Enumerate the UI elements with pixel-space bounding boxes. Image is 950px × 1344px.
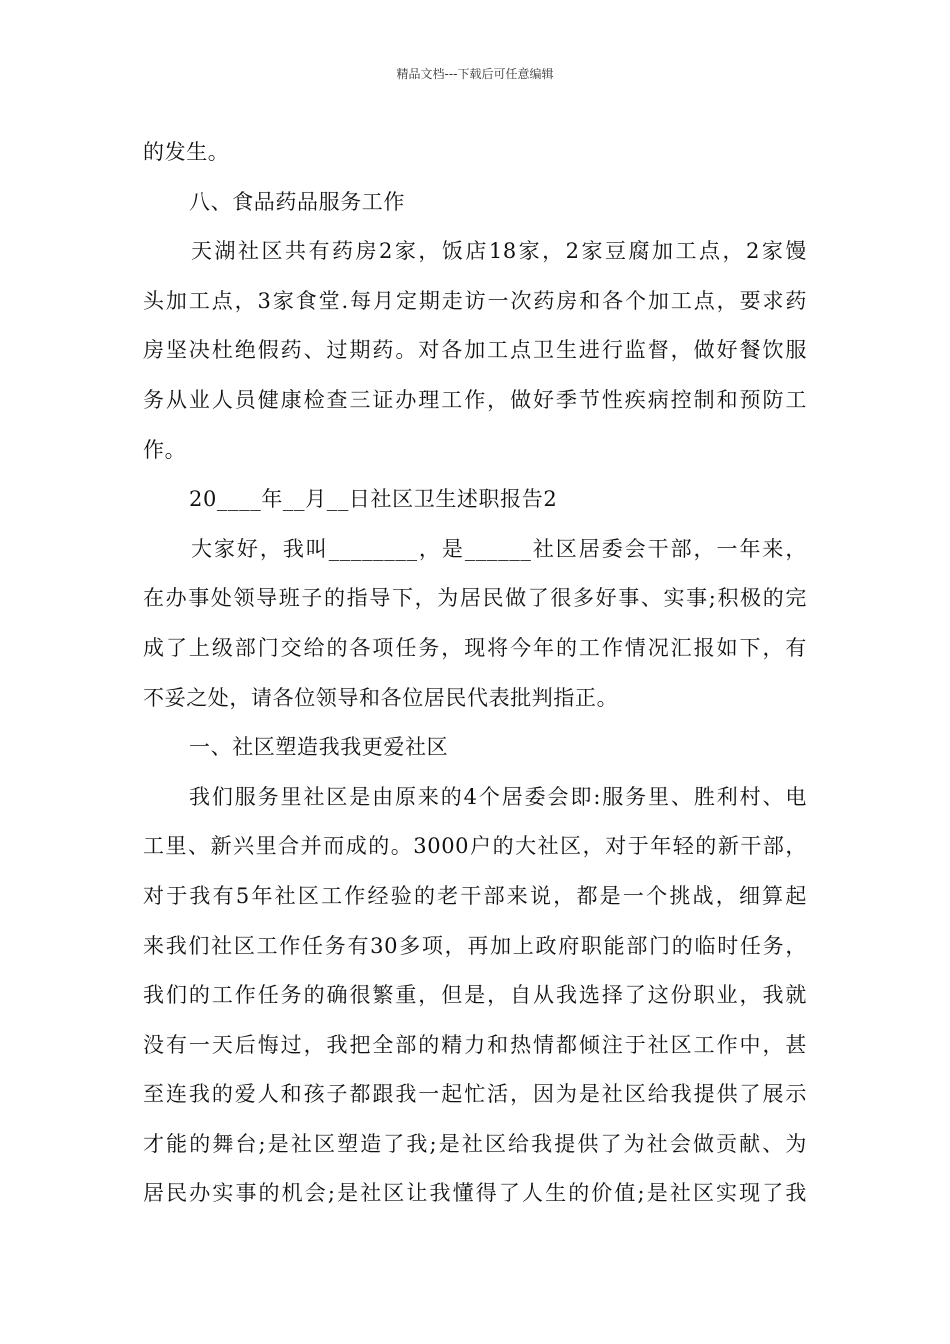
body-line: 至连我的爱人和孩子都跟我一起忙活，因为是社区给我提供了展示 — [143, 1082, 807, 1107]
body-line: 不妥之处，请各位领导和各位居民代表批判指正。 — [143, 685, 619, 710]
document-body — [143, 128, 807, 1219]
body-line: 没有一天后悔过，我把全部的精力和热情都倾注于社区工作中，甚 — [143, 1032, 807, 1057]
body-line: 工里、新兴里合并而成的。3000户的大社区，对于年轻的新干部， — [143, 834, 807, 859]
body-line: 头加工点，3家食堂.每月定期走访一次药房和各个加工点，要求药 — [143, 288, 807, 313]
body-line: 在办事处领导班子的指导下，为居民做了很多好事、实事;积极的完 — [143, 586, 807, 611]
body-line: 才能的舞台;是社区塑造了我;是社区给我提供了为社会做贡献、为 — [143, 1131, 807, 1156]
body-line: 作。 — [143, 437, 187, 462]
body-line: 的发生。 — [143, 140, 230, 164]
body-line: 对于我有5年社区工作经验的老干部来说，都是一个挑战，细算起 — [143, 883, 807, 908]
body-line: 我们的工作任务的确很繁重，但是，自从我选择了这份职业，我就 — [143, 983, 807, 1008]
body-line: 天湖社区共有药房2家，饭店18家，2家豆腐加工点，2家馒 — [191, 239, 807, 264]
body-line: 房坚决杜绝假药、过期药。对各加工点卫生进行监督，做好餐饮服 — [143, 338, 807, 363]
report-title: 20____年__月__日社区卫生述职报告2 — [189, 487, 558, 512]
body-line: 居民办实事的机会;是社区让我懂得了人生的价值;是社区实现了我 — [143, 1181, 807, 1206]
body-line: 我们服务里社区是由原来的4个居委会即:服务里、胜利村、电 — [189, 784, 807, 809]
body-line: 成了上级部门交给的各项任务，现将今年的工作情况汇报如下，有 — [143, 635, 807, 660]
section-heading: 八、食品药品服务工作 — [189, 189, 405, 214]
body-line: 来我们社区工作任务有30多项，再加上政府职能部门的临时任务， — [143, 933, 807, 958]
body-line: 大家好，我叫________，是______社区居委会干部，一年来， — [191, 536, 807, 561]
page-header: 精品文档---下载后可任意编辑 — [396, 67, 554, 81]
body-line: 务从业人员健康检查三证办理工作，做好季节性疾病控制和预防工 — [143, 387, 807, 412]
section-heading: 一、社区塑造我我更爱社区 — [189, 735, 449, 760]
